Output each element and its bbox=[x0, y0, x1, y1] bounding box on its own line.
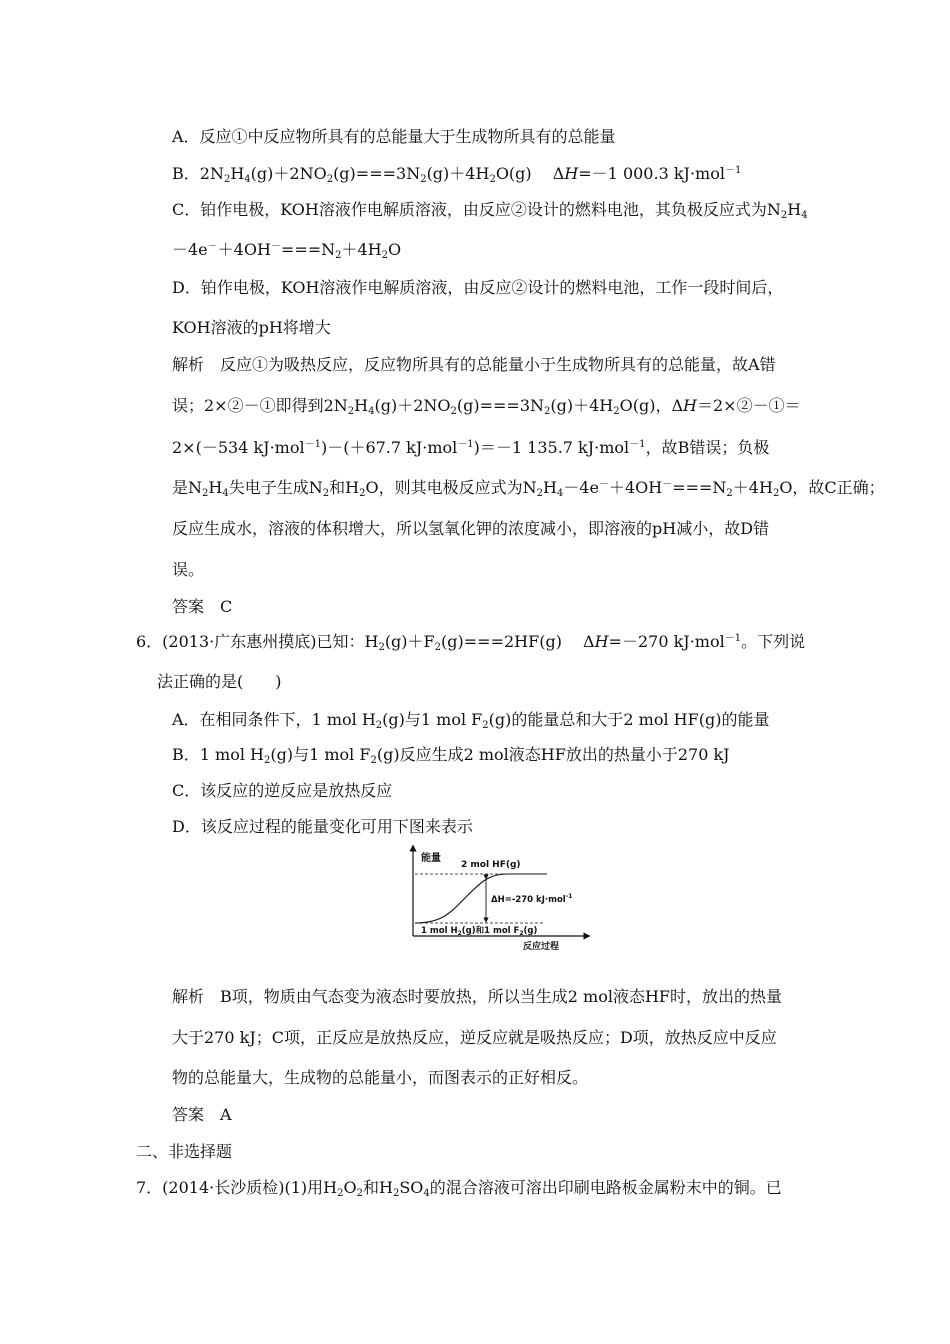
energy-diagram bbox=[395, 844, 595, 954]
q6-option-c: C．该反应的逆反应是放热反应 bbox=[172, 781, 393, 800]
q6-analysis-line2: 大于270 kJ；C项，正反应是放热反应，逆反应就是吸热反应；D项，放热反应中反应 bbox=[172, 1028, 777, 1047]
q5-option-d-line2: KOH溶液的pH将增大 bbox=[172, 318, 331, 337]
q6-stem-line2: 法正确的是( ) bbox=[157, 672, 282, 691]
q6-answer: 答案 A bbox=[172, 1105, 232, 1124]
x-axis-label: 反应过程 bbox=[523, 942, 560, 952]
q5-analysis-line4: 是$N_2H_4$失电子生成$N_2$和$H_2O$，则其电极反应式为$N_2H_4-4e^-+4OH^-===N_2+4H_2O$，故C正确； bbox=[172, 478, 885, 499]
reactants-label: 1 mol $H_2(g)$和1 mol $F_2(g)$ bbox=[421, 926, 538, 937]
q6-analysis-line1: 解析 B项，物质由气态变为液态时要放热，所以当生成2 mol液态HF时，放出的热量 bbox=[172, 987, 783, 1006]
top-level-label: 2 mol HF(g) bbox=[461, 860, 521, 870]
q5-analysis-line5: 反应生成水，溶液的体积增大，所以氢氧化钾的浓度减小，即溶液的pH减小，故D错 bbox=[172, 519, 770, 538]
q5-answer: 答案 C bbox=[172, 597, 233, 616]
q6-analysis-line3: 物的总能量大，生成物的总能量小，而图表示的正好相反。 bbox=[172, 1068, 589, 1087]
section-heading: 二、非选择题 bbox=[136, 1142, 233, 1161]
q6-option-b: B．1 mol $H_2(g)$与1 mol $F_2(g)$反应生成2 mol液态HF放出的热量小于270 kJ bbox=[172, 745, 730, 766]
q5-analysis-line3: 2×(－534 kJ·mol$^{-1}$)－(＋67.7 kJ·mol$^{-1}$)＝－1 135.7 kJ·mol$^{-1}$，故B错误；负极 bbox=[172, 438, 770, 457]
q7-stem-line1: 7．(2014·长沙质检)(1)用$H_2O_2$和$H_2SO_4$的混合溶液可溶出印刷电路板金属粉末中的铜。已 bbox=[136, 1178, 782, 1199]
q5-option-c-line2: $-4e^-+4OH^-===N_2+4H_2O$ bbox=[172, 240, 402, 261]
q6-option-d: D．该反应过程的能量变化可用下图来表示 bbox=[172, 817, 473, 836]
q5-option-d-line1: D．铂作电极，KOH溶液作电解质溶液，由反应②设计的燃料电池，工作一段时间后， bbox=[172, 278, 784, 297]
q5-option-b: B．$2N_2H_4(g)+2NO_2(g)===3N_2(g)+4H_2O(g)$ ΔH=－1 000.3 kJ·mol$^{-1}$ bbox=[172, 164, 742, 185]
y-axis-label: 能量 bbox=[421, 853, 441, 864]
q5-option-a: A．反应①中反应物所具有的总能量大于生成物所具有的总能量 bbox=[172, 127, 616, 146]
delta-h-label: ΔH=-270 kJ·mol$^{-1}$ bbox=[491, 893, 573, 905]
q6-stem-line1: 6．(2013·广东惠州摸底)已知：$H_2(g)+F_2(g)===2HF(g)$ ΔH=－270 kJ·mol$^{-1}$。下列说 bbox=[136, 632, 806, 653]
q6-option-a: A．在相同条件下，1 mol $H_2(g)$与1 mol $F_2(g)$的能量总和大于2 mol HF(g)的能量 bbox=[172, 710, 770, 731]
q5-option-c-line1: C．铂作电极，KOH溶液作电解质溶液，由反应②设计的燃料电池，其负极反应式为$N_2H_4$ bbox=[172, 200, 808, 221]
q5-analysis-line6: 误。 bbox=[172, 560, 205, 579]
q5-analysis-line2: 误；2×②－①即得到$2N_2H_4(g)+2NO_2(g)===3N_2(g)+4H_2O(g)$，ΔH＝2×②－①＝ bbox=[172, 396, 801, 417]
q5-analysis-line1: 解析 反应①为吸热反应，反应物所具有的总能量小于生成物所具有的总能量，故A错 bbox=[172, 355, 776, 374]
